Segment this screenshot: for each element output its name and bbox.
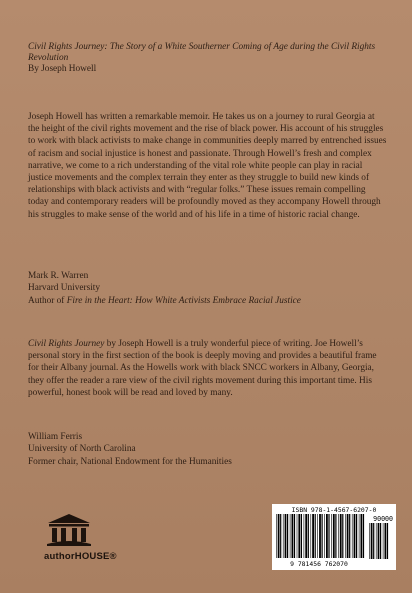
barcode-stripe (297, 514, 298, 558)
barcode-stripe (308, 514, 309, 558)
endorsement-text (28, 338, 388, 399)
barcode-stripe (305, 514, 307, 558)
endorsement-text: Joseph Howell has written a remarkable memoir. He takes us on a journey to rural Georgia at the height of the civil rights movement and the rise of black power. His account of his struggles to work with black activists to make change in communities deeply marred by entrenched issues of racism and social injustice is honest and passionate. Through Howell’s fresh and complex narrative, we come to a rich understanding of the vital role white people can play in racial justice movements and the complex terrain they enter as they struggle to build new kinds of relationships with black activists and with “regular folks.” These issues remain compelling today and contemporary readers will be profoundly moved as they accompany Howell through his struggles to make sense of the world and of his life in a time of historic racial change. (28, 112, 387, 220)
endorser-role: Former chair, National Endowment for the Humanities (28, 456, 232, 467)
barcode-stripe (294, 514, 295, 558)
barcode-stripe (328, 514, 329, 558)
barcode-stripe (354, 514, 356, 558)
credit-book-title: Fire in the Heart: How White Activists Embrace Racial Justice (66, 295, 301, 306)
barcode-bars (276, 514, 366, 560)
endorser-name: William Ferris (28, 432, 83, 442)
barcode-digits: 9 781456 762070 (290, 560, 348, 568)
barcode-stripe (363, 514, 364, 558)
barcode-stripe (301, 514, 302, 558)
barcode-stripe (356, 514, 357, 558)
barcode-stripe (347, 514, 349, 558)
isbn-label: ISBN 978-1-4567-6207-0 (291, 506, 377, 514)
endorser-affiliation: University of North Carolina (28, 444, 136, 455)
barcode-stripe (322, 514, 323, 558)
endorser-signature-ferris (28, 431, 232, 468)
barcode-stripe (373, 523, 374, 559)
barcode-stripe (361, 514, 363, 558)
barcode-stripe (276, 514, 277, 558)
credit-prefix: Author of (28, 295, 67, 306)
barcode-stripe (298, 514, 300, 558)
barcode-stripe (371, 523, 373, 559)
barcode-stripe (345, 514, 346, 558)
barcode-stripe (380, 523, 381, 559)
barcode-stripe (283, 514, 284, 558)
endorser-name: Mark R. Warren (28, 271, 89, 281)
barcode-stripe (326, 514, 328, 558)
barcode-stripe (319, 514, 321, 558)
barcode-stripe (331, 514, 332, 558)
barcode-stripe (338, 514, 339, 558)
endorsement-warren (28, 111, 388, 221)
publisher-name: authorHOUSE® (44, 551, 117, 562)
barcode-stripe (369, 523, 370, 559)
barcode-stripe (290, 514, 291, 558)
book-header (28, 42, 388, 76)
barcode-stripe (376, 523, 377, 559)
barcode-stripe (311, 514, 312, 558)
endorser-affiliation: Harvard University (28, 283, 101, 294)
barcode-stripe (285, 514, 287, 558)
book-title: Civil Rights Journey: The Story of a White Southerner Coming of Age during the Civil Rights Revolution (28, 42, 376, 64)
endorser-credit (28, 295, 301, 307)
barcode-stripe (378, 523, 380, 559)
barcode-stripe (352, 514, 353, 558)
barcode-stripe (359, 514, 360, 558)
endorser-signature-warren (28, 270, 301, 307)
barcode-stripe (315, 514, 316, 558)
price-code: 90000 (373, 515, 393, 523)
barcode-stripe (304, 514, 305, 558)
barcode-stripe (387, 523, 388, 559)
barcode-stripe (278, 514, 280, 558)
barcode-stripe (287, 514, 288, 558)
book-author: By Joseph Howell (28, 64, 97, 75)
barcode-stripe (342, 514, 343, 558)
barcode-stripe (280, 514, 281, 558)
publisher-logo (44, 512, 124, 562)
endorsed-book-title: Civil Rights Journey (28, 339, 105, 349)
barcode-stripe (335, 514, 336, 558)
barcode-stripe (312, 514, 314, 558)
barcode-stripe (292, 514, 294, 558)
barcode-stripe (383, 523, 384, 559)
price-barcode-bars (369, 523, 391, 561)
building-columns-icon (44, 512, 94, 548)
isbn-barcode (272, 504, 396, 570)
barcode-stripe (317, 514, 318, 558)
barcode-stripe (333, 514, 335, 558)
barcode-stripe (340, 514, 342, 558)
endorsement-ferris (28, 338, 388, 399)
barcode-stripe (385, 523, 387, 559)
endorsement-body: by Joseph Howell is a truly wonderful piece of writing. Joe Howell’s personal story in the first section of the book is deeply moving and provides a beautiful frame for their Albany journal. As the Howells work with black SNCC workers in Albany, Georgia, they offer the reader a rare view of the civil rights movement during this important time. His powerful, honest book will be read and loved by many. (28, 339, 377, 398)
barcode-stripe (349, 514, 350, 558)
barcode-stripe (324, 514, 325, 558)
